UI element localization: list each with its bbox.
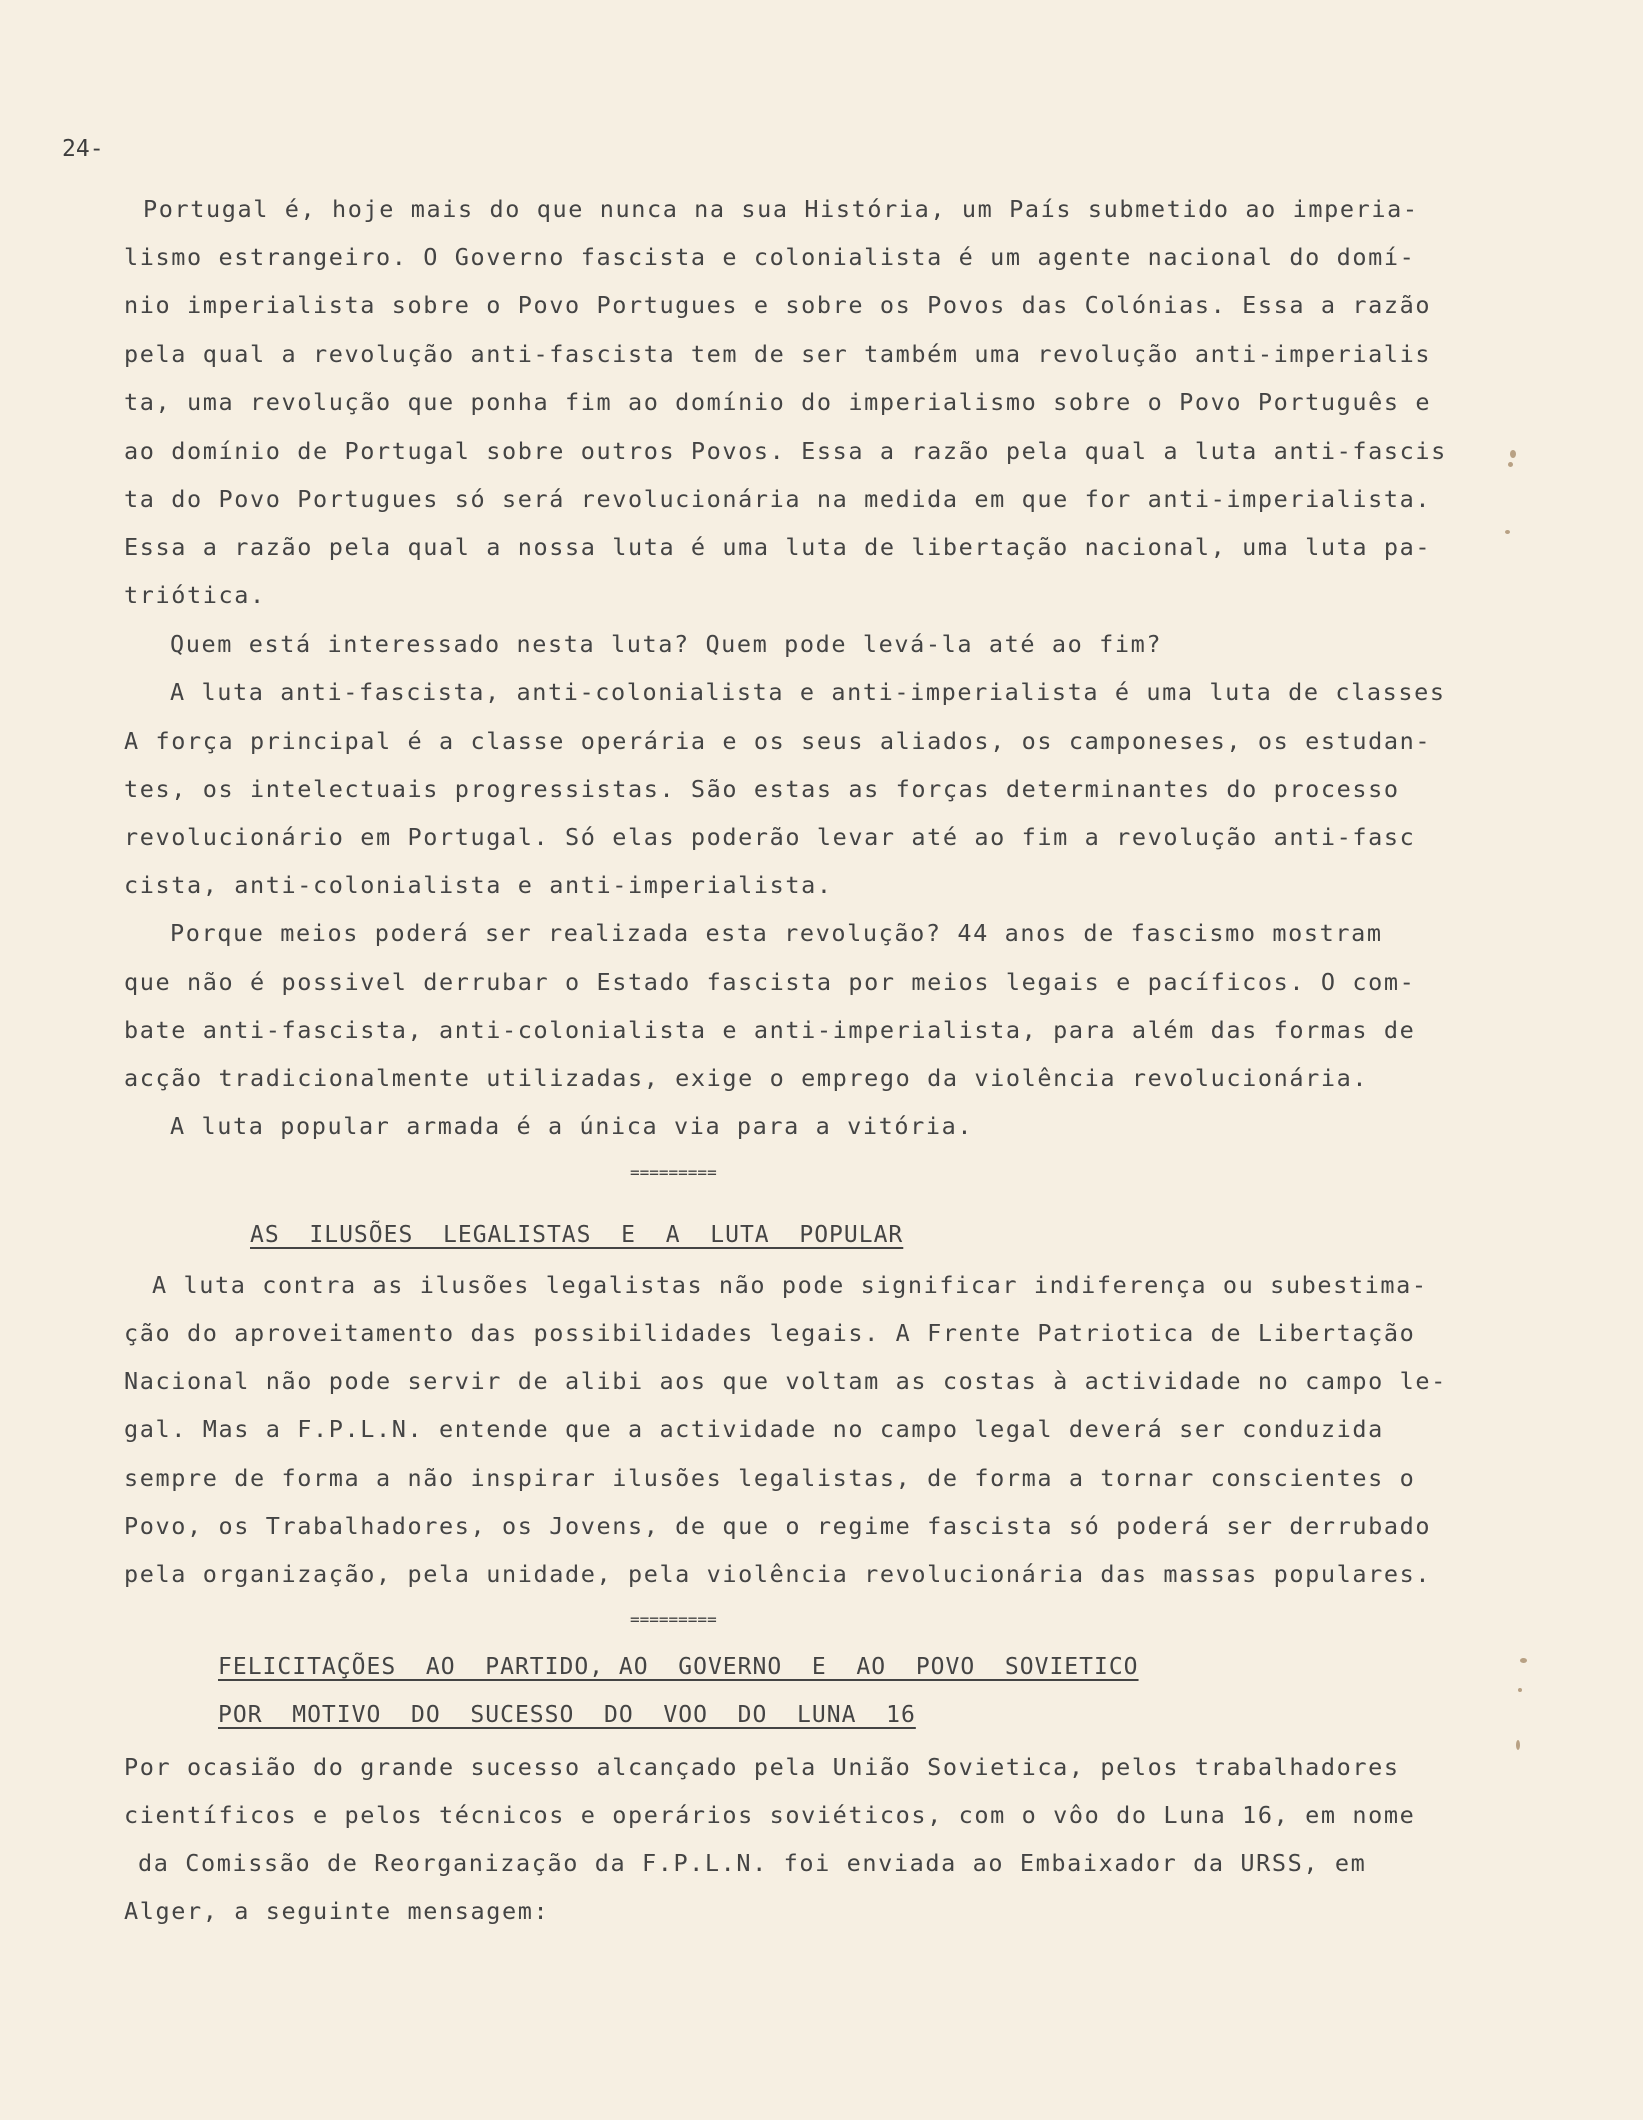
paper-speck — [1505, 530, 1510, 534]
text-line: que não é possivel derrubar o Estado fascista por meios legais e pacíficos. O com- — [124, 968, 1416, 996]
text-line: ta, uma revolução que ponha fim ao domínio do imperialismo sobre o Povo Português e — [124, 388, 1432, 416]
paper-speck — [1520, 1658, 1527, 1663]
text-line: Por ocasião do grande sucesso alcançado pela União Sovietica, pelos trabalhadores — [124, 1753, 1400, 1781]
text-line: ao domínio de Portugal sobre outros Povos. Essa a razão pela qual a luta anti-fascis — [124, 437, 1447, 465]
paper-speck — [1510, 450, 1516, 458]
text-line: revolucionário em Portugal. Só elas poderão levar até ao fim a revolução anti-fasc — [124, 823, 1416, 851]
text-line: Portugal é, hoje mais do que nunca na sua História, um País submetido ao imperia- — [143, 195, 1419, 223]
text-line: pela qual a revolução anti-fascista tem de ser também uma revolução anti-imperialis — [124, 340, 1432, 368]
text-line: A luta contra as ilusões legalistas não pode significar indiferença ou subestima- — [152, 1271, 1428, 1299]
text-line: lismo estrangeiro. O Governo fascista e colonialista é um agente nacional do domí- — [124, 243, 1416, 271]
page-number: 24- — [62, 136, 104, 162]
text-line: bate anti-fascista, anti-colonialista e anti-imperialista, para além das formas de — [124, 1016, 1416, 1044]
text-line: cista, anti-colonialista e anti-imperialista. — [124, 871, 833, 899]
text-line: gal. Mas a F.P.L.N. entende que a actividade no campo legal deverá ser conduzida — [124, 1415, 1384, 1443]
section-heading: FELICITAÇÕES AO PARTIDO, AO GOVERNO E AO POVO SOVIETICO — [218, 1654, 1139, 1680]
text-line: Nacional não pode servir de alibi aos que voltam as costas à actividade no campo le- — [124, 1367, 1447, 1395]
text-line: acção tradicionalmente utilizadas, exige o emprego da violência revolucionária. — [124, 1064, 1369, 1092]
text-line: ta do Povo Portugues só será revolucionária na medida em que for anti-imperialista. — [124, 485, 1432, 513]
text-line: Essa a razão pela qual a nossa luta é uma luta de libertação nacional, uma luta pa- — [124, 533, 1432, 561]
text-line: pela organização, pela unidade, pela violência revolucionária das massas populares. — [124, 1560, 1432, 1588]
paper-speck — [1508, 462, 1513, 467]
section-heading: POR MOTIVO DO SUCESSO DO VOO DO LUNA 16 — [218, 1702, 916, 1728]
text-line: ção do aproveitamento das possibilidades legais. A Frente Patriotica de Libertação — [124, 1319, 1416, 1347]
text-line: sempre de forma a não inspirar ilusões legalistas, de forma a tornar conscientes o — [124, 1464, 1416, 1492]
text-line: Povo, os Trabalhadores, os Jovens, de que o regime fascista só poderá ser derrubado — [124, 1512, 1432, 1540]
text-line: científicos e pelos técnicos e operários soviéticos, com o vôo do Luna 16, em nome — [124, 1801, 1416, 1829]
section-separator: ========= — [630, 1610, 717, 1629]
section-heading: AS ILUSÕES LEGALISTAS E A LUTA POPULAR — [250, 1222, 904, 1248]
text-line: A luta popular armada é a única via para a vitória. — [170, 1112, 974, 1140]
text-line: Alger, a seguinte mensagem: — [124, 1897, 550, 1925]
text-line: triótica. — [124, 581, 266, 609]
paper-speck — [1518, 1688, 1522, 1692]
section-separator: ========= — [630, 1163, 717, 1182]
paper-speck — [1516, 1740, 1520, 1750]
text-line: da Comissão de Reorganização da F.P.L.N. foi enviada ao Embaixador da URSS, em — [138, 1849, 1367, 1877]
text-line: Quem está interessado nesta luta? Quem pode levá-la até ao fim? — [170, 630, 1163, 658]
text-line: Porque meios poderá ser realizada esta revolução? 44 anos de fascismo mostram — [170, 919, 1383, 947]
text-line: tes, os intelectuais progressistas. São estas as forças determinantes do processo — [124, 775, 1400, 803]
text-line: A luta anti-fascista, anti-colonialista e anti-imperialista é uma luta de classes — [170, 678, 1446, 706]
text-line: A força principal é a classe operária e os seus aliados, os camponeses, os estudan- — [124, 727, 1432, 755]
text-line: nio imperialista sobre o Povo Portugues e sobre os Povos das Colónias. Essa a razão — [124, 291, 1432, 319]
